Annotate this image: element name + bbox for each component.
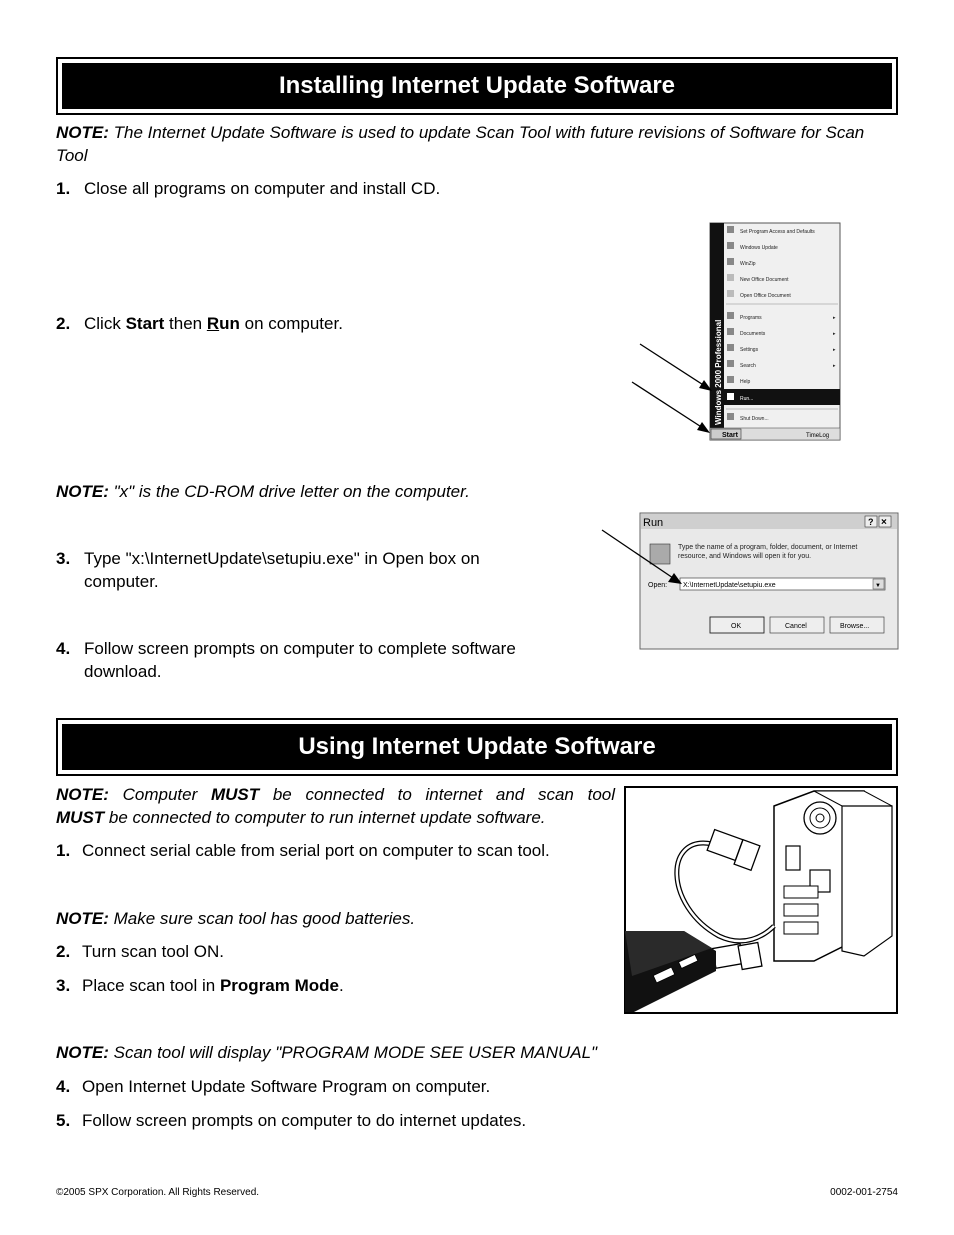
ok-label: OK bbox=[731, 623, 742, 630]
footer-doc-number: 0002-001-2754 bbox=[830, 1187, 898, 1198]
step-number: 2. bbox=[56, 942, 71, 961]
step-text-part: then bbox=[164, 314, 207, 333]
close-icon: × bbox=[881, 517, 887, 528]
menu-item: Search bbox=[740, 363, 756, 369]
menu-item: Windows Update bbox=[740, 245, 778, 251]
submenu-arrow: ▸ bbox=[833, 331, 836, 337]
step-number: 3. bbox=[56, 549, 71, 568]
menu-icon bbox=[727, 274, 734, 281]
note-text: Computer bbox=[108, 785, 211, 804]
menu-item: Settings bbox=[740, 347, 759, 353]
section-banner-installing bbox=[56, 57, 898, 115]
run-keyword bbox=[207, 314, 240, 333]
menu-item: New Office Document bbox=[740, 277, 789, 283]
help-icon: ? bbox=[868, 517, 874, 527]
menu-item: Set Program Access and Defaults bbox=[740, 229, 815, 235]
note-text: Make sure scan tool has good batteries. bbox=[108, 909, 416, 928]
chevron-down-icon: ▼ bbox=[875, 583, 881, 589]
note-text: Scan tool will display "PROGRAM MODE SEE USER MANUAL" bbox=[108, 1043, 598, 1062]
expansion-slot bbox=[784, 922, 818, 934]
note-label: NOTE: bbox=[56, 482, 109, 501]
menu-icon bbox=[727, 226, 734, 233]
note-line-2 bbox=[56, 806, 615, 829]
note-program-mode-display bbox=[56, 1041, 856, 1064]
step-text: Turn scan tool ON. bbox=[82, 942, 225, 961]
section-title: Installing Internet Update Software bbox=[62, 63, 892, 109]
step-number: 5. bbox=[56, 1111, 71, 1130]
menu-icon bbox=[727, 290, 734, 297]
menu-icon bbox=[727, 413, 734, 420]
step-text: Close all programs on computer and install CD. bbox=[84, 179, 441, 198]
step-text: Connect serial cable from serial port on computer to scan tool. bbox=[82, 841, 550, 860]
step-number: 4. bbox=[56, 1077, 71, 1096]
run-dialog-titlebar bbox=[641, 514, 897, 529]
pointer-arrow-start bbox=[632, 382, 706, 430]
start-button-label: Start bbox=[722, 432, 738, 439]
note-batteries bbox=[56, 907, 616, 930]
side-banner-text: Windows 2000 Professional bbox=[714, 319, 723, 425]
menu-icon bbox=[727, 360, 734, 367]
note-label: NOTE: bbox=[56, 909, 109, 928]
step-number: 1. bbox=[56, 179, 71, 198]
section-banner-using bbox=[56, 718, 898, 776]
must-emphasis: MUST bbox=[210, 785, 260, 804]
step-number: 2. bbox=[56, 314, 71, 333]
menu-icon bbox=[727, 328, 734, 335]
note-label: NOTE: bbox=[56, 785, 109, 804]
serial-port bbox=[786, 846, 800, 870]
step-text-part: on computer. bbox=[239, 314, 343, 333]
run-dialog-figure bbox=[600, 510, 900, 652]
serial-cable-illustration bbox=[624, 786, 898, 1014]
menu-icon bbox=[727, 258, 734, 265]
submenu-arrow: ▸ bbox=[833, 347, 836, 353]
run-program-icon bbox=[650, 544, 670, 564]
menu-icon bbox=[727, 344, 734, 351]
menu-item: WinZip bbox=[740, 261, 756, 267]
menu-item: Shut Down... bbox=[740, 416, 769, 422]
arrow-head bbox=[697, 422, 710, 433]
open-label: Open: bbox=[648, 582, 668, 589]
menu-item: Open Office Document bbox=[740, 293, 791, 299]
tower-side bbox=[842, 806, 892, 956]
menu-icon bbox=[727, 312, 734, 319]
section-title: Using Internet Update Software bbox=[62, 724, 892, 770]
menu-item: Documents bbox=[740, 331, 766, 337]
step-number: 1. bbox=[56, 841, 71, 860]
expansion-slot bbox=[784, 904, 818, 916]
note-text: be connected to internet and scan tool bbox=[259, 785, 615, 804]
run-keyword-rest: un bbox=[219, 314, 240, 333]
menu-icon bbox=[727, 376, 734, 383]
note-line-1 bbox=[56, 783, 615, 806]
menu-icon bbox=[727, 242, 734, 249]
run-hotkey-letter: R bbox=[206, 314, 220, 333]
menu-item: Programs bbox=[740, 315, 762, 321]
step-text: Type "x:\InternetUpdate\setupiu.exe" in Open box on computer. bbox=[84, 549, 480, 591]
note-text: The Internet Update Software is used to update Scan Tool with future revisions of Software for Scan Tool bbox=[56, 123, 865, 165]
step-text-part: Place scan tool in bbox=[82, 976, 220, 995]
note-text: be connected to computer to run internet update software. bbox=[104, 808, 546, 827]
step-number: 3. bbox=[56, 976, 71, 995]
step-text: Open Internet Update Software Program on computer. bbox=[82, 1077, 491, 1096]
cancel-label: Cancel bbox=[785, 623, 807, 630]
step-text: Follow screen prompts on computer to complete software download. bbox=[84, 639, 516, 681]
note-label: NOTE: bbox=[56, 123, 109, 142]
browse-label: Browse... bbox=[840, 623, 870, 630]
fan-grille-icon bbox=[804, 802, 836, 834]
note-software-purpose bbox=[56, 121, 898, 167]
program-mode-keyword: Program Mode bbox=[219, 976, 339, 995]
pointer-arrow-run bbox=[640, 344, 708, 388]
submenu-arrow: ▸ bbox=[833, 363, 836, 369]
expansion-slot bbox=[784, 886, 818, 898]
start-keyword: Start bbox=[125, 314, 165, 333]
menu-item-run: Run... bbox=[740, 396, 754, 402]
note-label: NOTE: bbox=[56, 1043, 109, 1062]
submenu-arrow: ▸ bbox=[833, 315, 836, 321]
must-emphasis: MUST bbox=[56, 808, 105, 827]
step-number: 4. bbox=[56, 639, 71, 658]
menu-item: Help bbox=[740, 379, 751, 385]
note-text: "x" is the CD-ROM drive letter on the computer. bbox=[108, 482, 470, 501]
step-text-part: Click bbox=[84, 314, 126, 333]
menu-icon bbox=[727, 393, 734, 400]
note-drive-letter bbox=[56, 480, 616, 503]
step-text: Follow screen prompts on computer to do internet updates. bbox=[82, 1111, 527, 1130]
run-dialog-title: Run bbox=[643, 517, 664, 529]
start-menu-figure bbox=[600, 220, 850, 445]
step-text bbox=[84, 312, 343, 335]
footer-copyright: ©2005 SPX Corporation. All Rights Reserved. bbox=[56, 1187, 260, 1198]
run-dialog-description: Type the name of a program, folder, document, or Internet resource, and Windows will open it for you. bbox=[678, 544, 858, 560]
open-input-value: X:\InternetUpdate\setupiu.exe bbox=[683, 582, 776, 589]
step-text-part: . bbox=[339, 976, 344, 995]
note-must-connect bbox=[56, 783, 615, 829]
step-text bbox=[82, 974, 344, 997]
taskbar-item: TimeLog bbox=[806, 433, 830, 439]
